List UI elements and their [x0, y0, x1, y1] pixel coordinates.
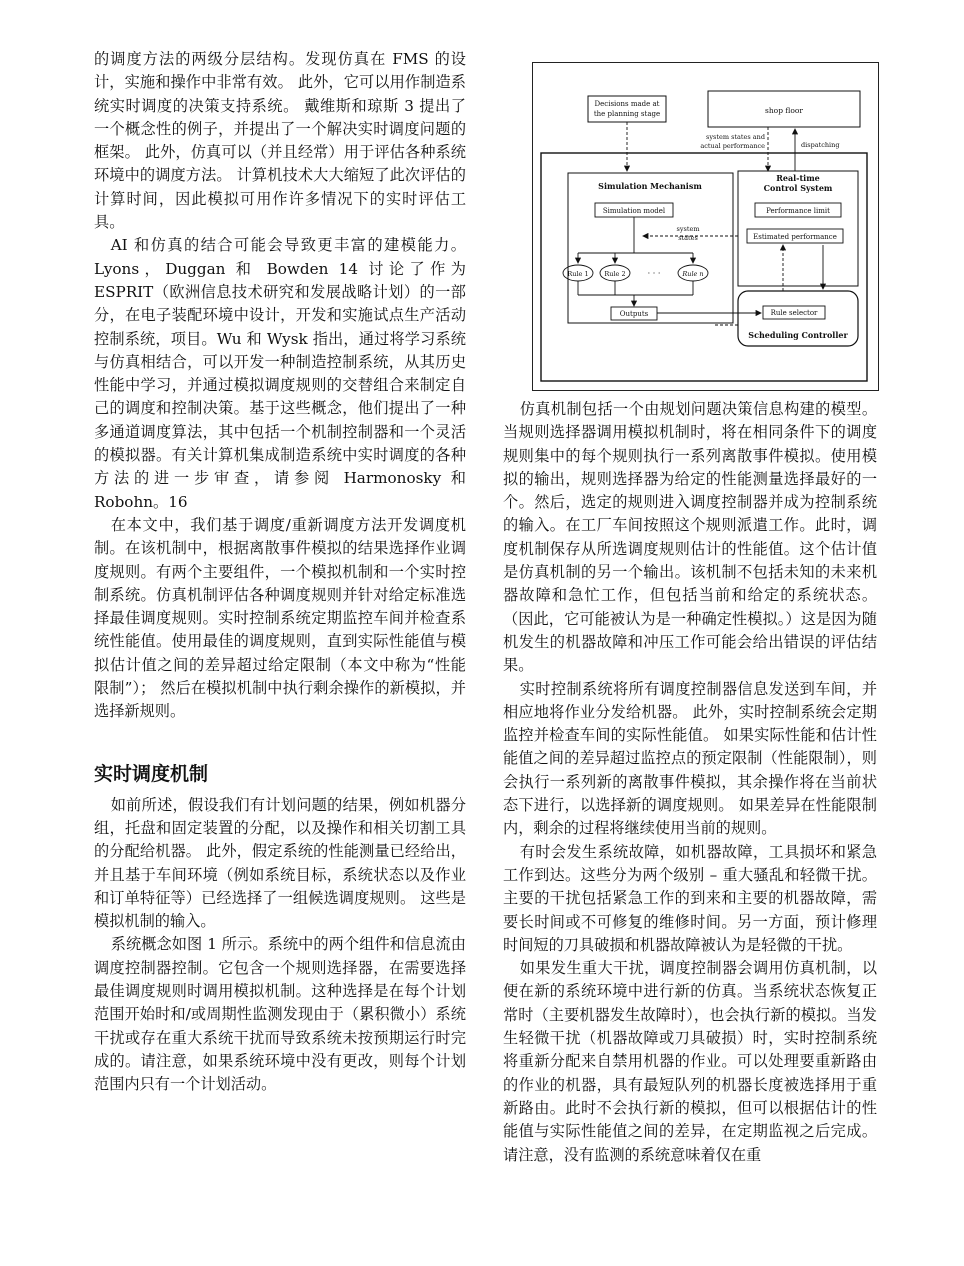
realtime-title-2: Control System	[763, 183, 833, 193]
estimated-performance-label: Estimated performance	[753, 233, 837, 241]
realtime-title-1: Real-time	[776, 173, 820, 183]
left-column	[94, 48, 466, 1096]
paragraph: 的调度方法的两级分层结构。发现仿真在 FMS 的设计，实施和操作中非常有效。 此外，它可以用作制造系统实时调度的决策支持系统。 戴维斯和琼斯 3 提出了一个概念性的例子，并提出了一个解决实时调度问题的框架。 此外，仿真可以（并且经常）用于评估各种系统环境中的调度方法。 计算机技术大大缩短了此次评估的计算时间，因此模拟可用作许多情况下的实时评估工具。	[94, 50, 466, 232]
performance-limit-label: Performance limit	[766, 207, 830, 215]
simulation-mechanism-box	[568, 173, 733, 323]
right-column	[503, 398, 877, 1167]
paragraph: AI 和仿真的结合可能会导致更丰富的建模能力。Lyons，Duggan 和 Bowden 14 讨论了作为 ESPRIT（欧洲信息技术研究和发展战略计划）的一部分，在电子装配环境中设计，开发和实施试点生产活动控制系统，项目。Wu 和 Wysk 指出，通过将学习系统与仿真相结合，可以开发一种制造控制系统，从其历史性能中学习，并通过模拟调度规则的交替组合来制定自己的调度和控制决策。基于这些概念，他们提出了一种多通道调度算法，其中包括一个机制控制器和一个灵活的模拟器。有关计算机集成制造系统中实时调度的各种方法的进一步审查，请参阅 Harmonosky 和 Robohn。16	[94, 236, 466, 511]
rule-selector-label: Rule selector	[770, 309, 818, 317]
system-states-actual-label-2: actual performance	[700, 142, 765, 150]
scheduling-controller-title: Scheduling Controller	[748, 330, 848, 340]
paragraph: 仿真机制包括一个由规划问题决策信息构建的模型。当规则选择器调用模拟机制时，将在相同条件下的调度规则集中的每个规则执行一系列离散事件模拟。使用模拟的输出，规则选择器为给定的性能测量选择最好的一个。然后，选定的规则进入调度控制器并成为控制系统的输入。在工厂车间按照这个规则派遣工作。此时，调度机制保存从所选调度规则估计的性能值。这个估计值是仿真机制的另一个输出。该机制不包括未知的未来机器故障和急忙工作，但包括当前和给定的系统状态。 （因此，它可能被认为是一种确定性模拟。）这是因为随机发生的机器故障和冲压工作可能会给出错误的评估结果。	[503, 400, 877, 675]
shop-floor-label: shop floor	[765, 106, 803, 115]
system-states-actual-label-1: system states and	[706, 133, 765, 141]
paragraph: 系统概念如图 1 所示。系统中的两个组件和信息流由调度控制器控制。它包含一个规则选择器，在需要选择最佳调度规则时调用模拟机制。这种选择是在每个计划范围开始时和/或周期性监测发现由于（累积微小）系统干扰或存在重大系统干扰而导致系统未按预期运行时完成的。请注意，如果系统环境中没有更改，则每个计划范围内只有一个计划活动。	[94, 935, 466, 1094]
paragraph: 如果发生重大干扰，调度控制器会调用仿真机制，以便在新的系统环境中进行新的仿真。当系统状态恢复正常时（主要机器发生故障时），也会执行新的模拟。当发生轻微干扰（机器故障或刀具破损）时，实时控制系统将重新分配来自禁用机器的作业。可以处理要重新路由的作业的机器，具有最短队列的机器长度被选择用于重新路由。此时不会执行新的模拟，但可以根据估计的性能值与实际性能值之间的差异，在定期监视之后完成。请注意，没有监测的系统意味着仅在重	[503, 959, 877, 1164]
system-states-label-1: system	[676, 225, 700, 233]
rule-2-label: Rule 2	[604, 270, 626, 278]
rule-dots: · · ·	[647, 269, 661, 278]
simulation-model-label: Simulation model	[602, 207, 666, 215]
system-states-label-2: states	[678, 234, 698, 242]
paragraph: 如前所述，假设我们有计划问题的结果，例如机器分组，托盘和固定装置的分配，以及操作和相关切割工具的分配给机器。 此外，假定系统的性能测量已经给出，并且基于车间环境（例如系统目标，系统状态以及作业和订单特征等）已经选择了一组候选调度规则。 这些是模拟机制的输入。	[94, 795, 466, 931]
paragraph: 实时控制系统将所有调度控制器信息发送到车间，并相应地将作业分发给机器。 此外，实时控制系统会定期监控并检查车间的实际性能值。 如果实际性能和估计性能值之间的差异超过监控点的预定限制（性能限制），则会执行一系列新的离散事件模拟，其余操作将在当前状态下进行，以选择新的调度规则。 如果差异在性能限制内，剩余的过程将继续使用当前的规则。	[503, 679, 877, 838]
simulation-mechanism-title: Simulation Mechanism	[598, 181, 702, 191]
dispatching-label: dispatching	[801, 141, 840, 149]
figure-system-diagram	[532, 62, 879, 391]
decisions-label-2: the planning stage	[593, 110, 661, 118]
rule-1-label: Rule 1	[567, 270, 589, 278]
outputs-label: Outputs	[619, 310, 649, 318]
paragraph: 在本文中，我们基于调度/重新调度方法开发调度机制。在该机制中，根据离散事件模拟的结果选择作业调度规则。有两个主要组件，一个模拟机制和一个实时控制系统。仿真机制评估各种调度规则并针对给定标准选择最佳调度规则。实时控制系统定期监控车间并检查系统性能值。使用最佳的调度规则，直到实际性能值与模拟估计值之间的差异超过给定限制（本文中称为“性能限制”）； 然后在模拟机制中执行剩余操作的新模拟，并选择新规则。	[94, 515, 466, 721]
section-heading: 实时调度机制	[94, 762, 209, 785]
diagram-svg	[533, 63, 880, 392]
rule-n-label: Rule n	[682, 270, 704, 278]
paragraph: 有时会发生系统故障，如机器故障，工具损坏和紧急工作到达。这些分为两个级别 – 重大骚乱和轻微干扰。主要的干扰包括紧急工作的到来和主要的机器故障，需要长时间或不可修复的维修时间。另一方面，预计修理时间短的刀具破损和机器故障被认为是轻微的干扰。	[503, 842, 877, 954]
decisions-label-1: Decisions made at	[594, 100, 660, 108]
